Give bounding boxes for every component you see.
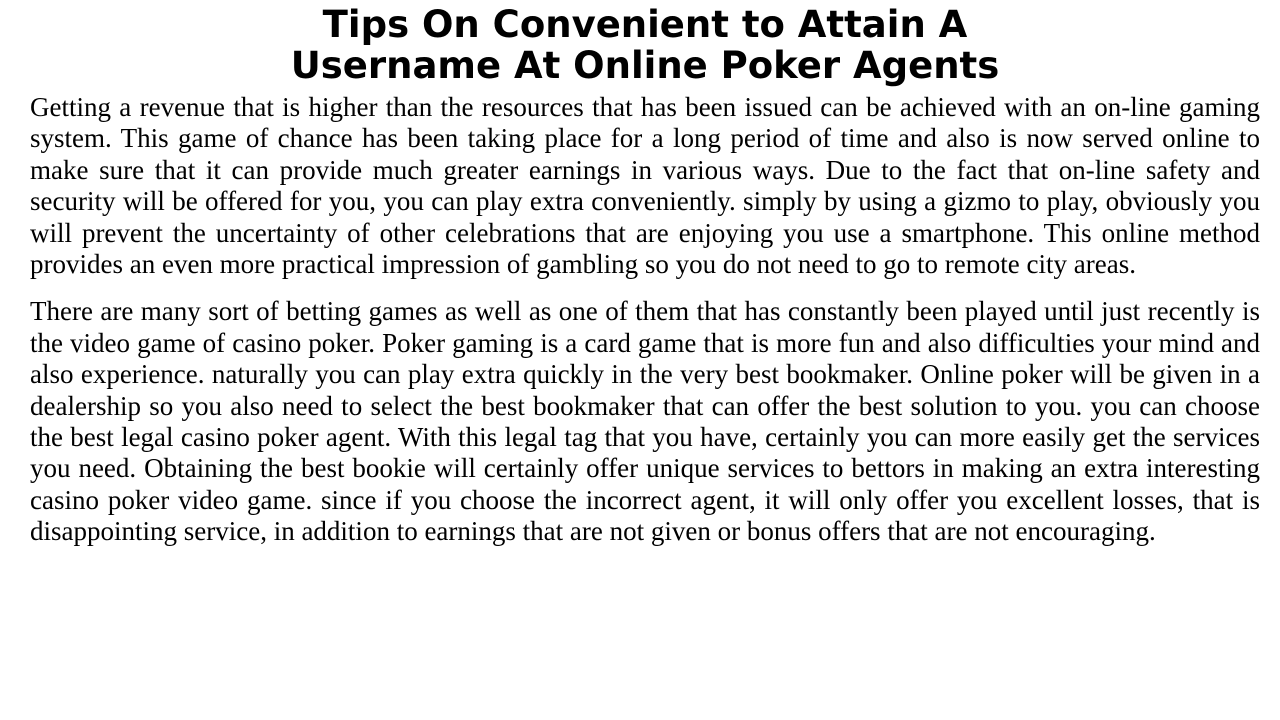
page-title-line-1: Tips On Convenient to Attain A	[322, 3, 968, 46]
page-title	[30, 4, 1260, 86]
document-page	[30, 0, 1260, 720]
body-paragraph-1: Getting a revenue that is higher than the resources that has been issued can be achieved with an on-line gaming system. This game of chance has been taking place for a long period of time and also is now served online to make sure that it can provide much greater earnings in various ways. Due to the fact that on-line safety and security will be offered for you, you can play extra conveniently. simply by using a gizmo to play, obviously you will prevent the uncertainty of other celebrations that are enjoying you use a smartphone. This online method provides an even more practical impression of gambling so you do not need to go to remote city areas.	[30, 92, 1260, 280]
page-title-line-2: Username At Online Poker Agents	[290, 44, 1000, 87]
body-paragraph-2: There are many sort of betting games as well as one of them that has constantly been played until just recently is the video game of casino poker. Poker gaming is a card game that is more fun and also difficulties your mind and also experience. naturally you can play extra quickly in the very best bookmaker. Online poker will be given in a dealership so you also need to select the best bookmaker that can offer the best solution to you. you can choose the best legal casino poker agent. With this legal tag that you have, certainly you can more easily get the services you need. Obtaining the best bookie will certainly offer unique services to bettors in making an extra interesting casino poker video game. since if you choose the incorrect agent, it will only offer you excellent losses, that is disappointing service, in addition to earnings that are not given or bonus offers that are not encouraging.	[30, 296, 1260, 547]
